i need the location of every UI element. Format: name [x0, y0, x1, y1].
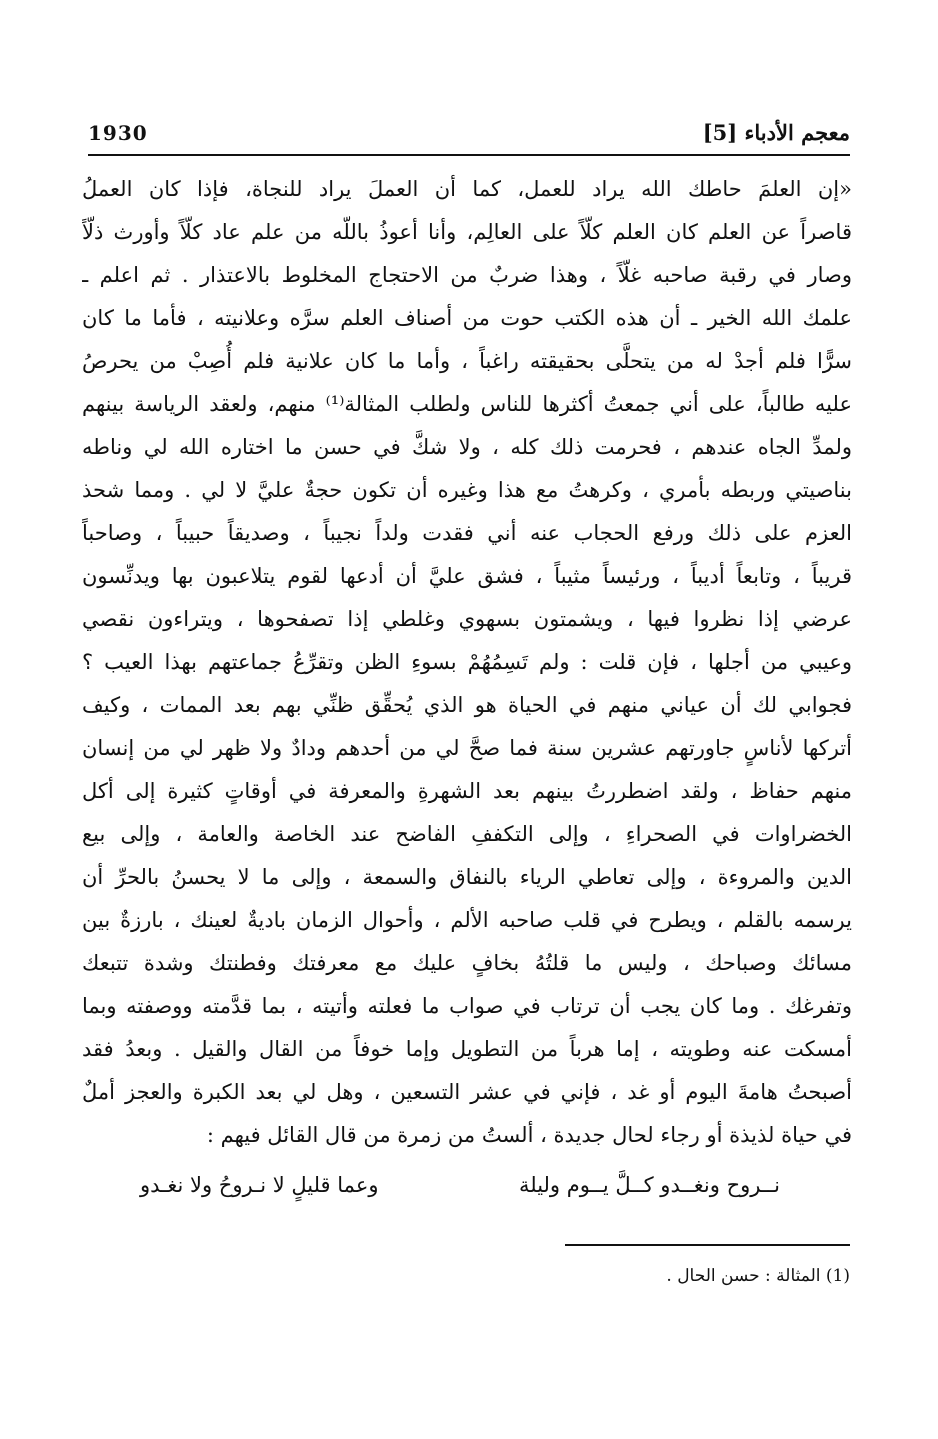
text-line: علمك الله الخير ـ أن هذه الكتب حوت من أصناف العلم سرَّه وعلانيته ، فأما ما كان: [82, 306, 852, 330]
text-line: وصار في رقبة صاحبه غلّاً ، وهذا ضربٌ من الاحتجاج المخلوط بالاعتذار . ثم اعلم ـ: [82, 263, 852, 287]
footnote: (1) المثالة : حسن الحال .: [666, 1266, 850, 1286]
running-title: معجم الأدباء [5]: [702, 120, 850, 145]
text-line: عرضي إذا نظروا فيها ، ويشمتون بسهوي وغلطي إذا تصفحوها ، ويتراءون نقصي: [82, 607, 852, 631]
page-header: [88, 118, 850, 154]
first-hemistich: نــروح ونغــدو كــلَّ يــوم وليلة: [518, 1173, 780, 1197]
text-line: أتركها لأناسٍ جاورتهم عشرين سنة فما صحَّ لي من أحدهم ودادٌ ولا ظهر لي من إنسان: [82, 736, 852, 760]
text-line: سرًّا فلم أجدْ له من يتحلَّى بحقيقته راغباً ، وأما ما كان علانية فلم أُصِبْ من يحرصُ: [82, 349, 852, 373]
text-line: ولمدِّ الجاه عندهم ، فحرمت ذلك كله ، ولا شكَّ في حسن ما اختاره الله لي وناطه: [82, 435, 852, 459]
text-line: في حياة لذيذة أو رجاء لحال جديدة ، ألستُ من زمرة من قال القائل فيهم :: [206, 1123, 852, 1147]
text-line: فجوابي لك أن عياني منهم في الحياة هو الذي يُحقِّق ظنِّي بهم بعد الممات ، وكيف: [82, 693, 852, 717]
text-line: عليه طالباً، على أني جمعتُ أكثرها للناس ولطلب المثالة⁽¹⁾ منهم، ولعقد الرياسة بينهم: [82, 392, 852, 416]
text-line: منهم حفاظ ، ولقد اضطررتُ بينهم بعد الشهرةِ والمعرفة في أوقاتٍ كثيرة إلى أكل: [82, 779, 852, 803]
page-number: 1930: [88, 121, 148, 145]
text-line: بناصيتي وربطه بأمري ، وكرهتُ مع هذا وغيره أن تكون حجةٌ عليَّ لا لي . ومما شحذ: [82, 478, 852, 502]
text-line: الخضراوات في الصحراءِ ، وإلى التكففِ الفاضح عند الخاصة والعامة ، وإلى بيع: [82, 822, 852, 846]
text-line: الدين والمروءة ، وإلى تعاطي الرياء بالنفاق والسمعة ، وإلى ما لا يحسنُ بالحرِّ أن: [82, 865, 852, 889]
text-line: أصبحتُ هامةَ اليوم أو غد ، فإني في عشر التسعين ، وهل لي بعد الكبرة والعجز أملٌ: [82, 1080, 852, 1104]
footnote-rule: [565, 1244, 850, 1246]
text-line: مسائك وصباحك ، وليس ما قلتُهُ بخافٍ عليك مع معرفتك وفطنتك وشدة تتبعك: [82, 951, 852, 975]
text-line: «إن العلمَ حاطك الله يراد للعمل، كما أن العملَ يراد للنجاة، فإذا كان العملُ: [82, 177, 852, 201]
second-hemistich: وعما قليلٍ لا نـروحُ ولا نغـدو: [140, 1173, 379, 1197]
text-line: قريباً ، وتابعاً أديباً ، ورئيساً مثيباً ، فشق عليَّ أن أدعها لقوم يتلاعبون بها ويدنِّسون: [82, 564, 852, 588]
poetry-verse: [140, 1164, 780, 1207]
text-line: أمسكت عنه وطويته ، إما هرباً من التطويل وإما خوفاً من القال والقيل . وبعدُ فقد: [82, 1037, 852, 1061]
text-line: العزم على ذلك ورفع الحجاب عنه أني فقدت ولداً نجيباً ، وصديقاً حبيباً ، وصاحباً: [82, 521, 852, 545]
text-line: يرسمه بالقلم ، ويطرح في قلب صاحبه الألم ، وأحوال الزمان باديةٌ لعينك ، بارزةٌ بين: [82, 908, 852, 932]
header-rule: [88, 154, 850, 156]
main-text: [82, 168, 852, 1157]
text-line: قاصراً عن العلم كان العلم كلّاً على العالِم، وأنا أعوذُ باللّه من علم عاد كلّاً وأورث ذلّاً: [82, 220, 852, 244]
text-line: وعيبي من أجلها ، فإن قلت : ولم تَسِمُهُمْ بسوءِ الظن وتقرِّعُ جماعتهم بهذا العيب ؟: [82, 650, 852, 674]
text-line: وتفرغك . وما كان يجب أن ترتاب في صواب ما فعلته وأتيته ، بما قدَّمته ووصفته وبما: [82, 994, 852, 1018]
